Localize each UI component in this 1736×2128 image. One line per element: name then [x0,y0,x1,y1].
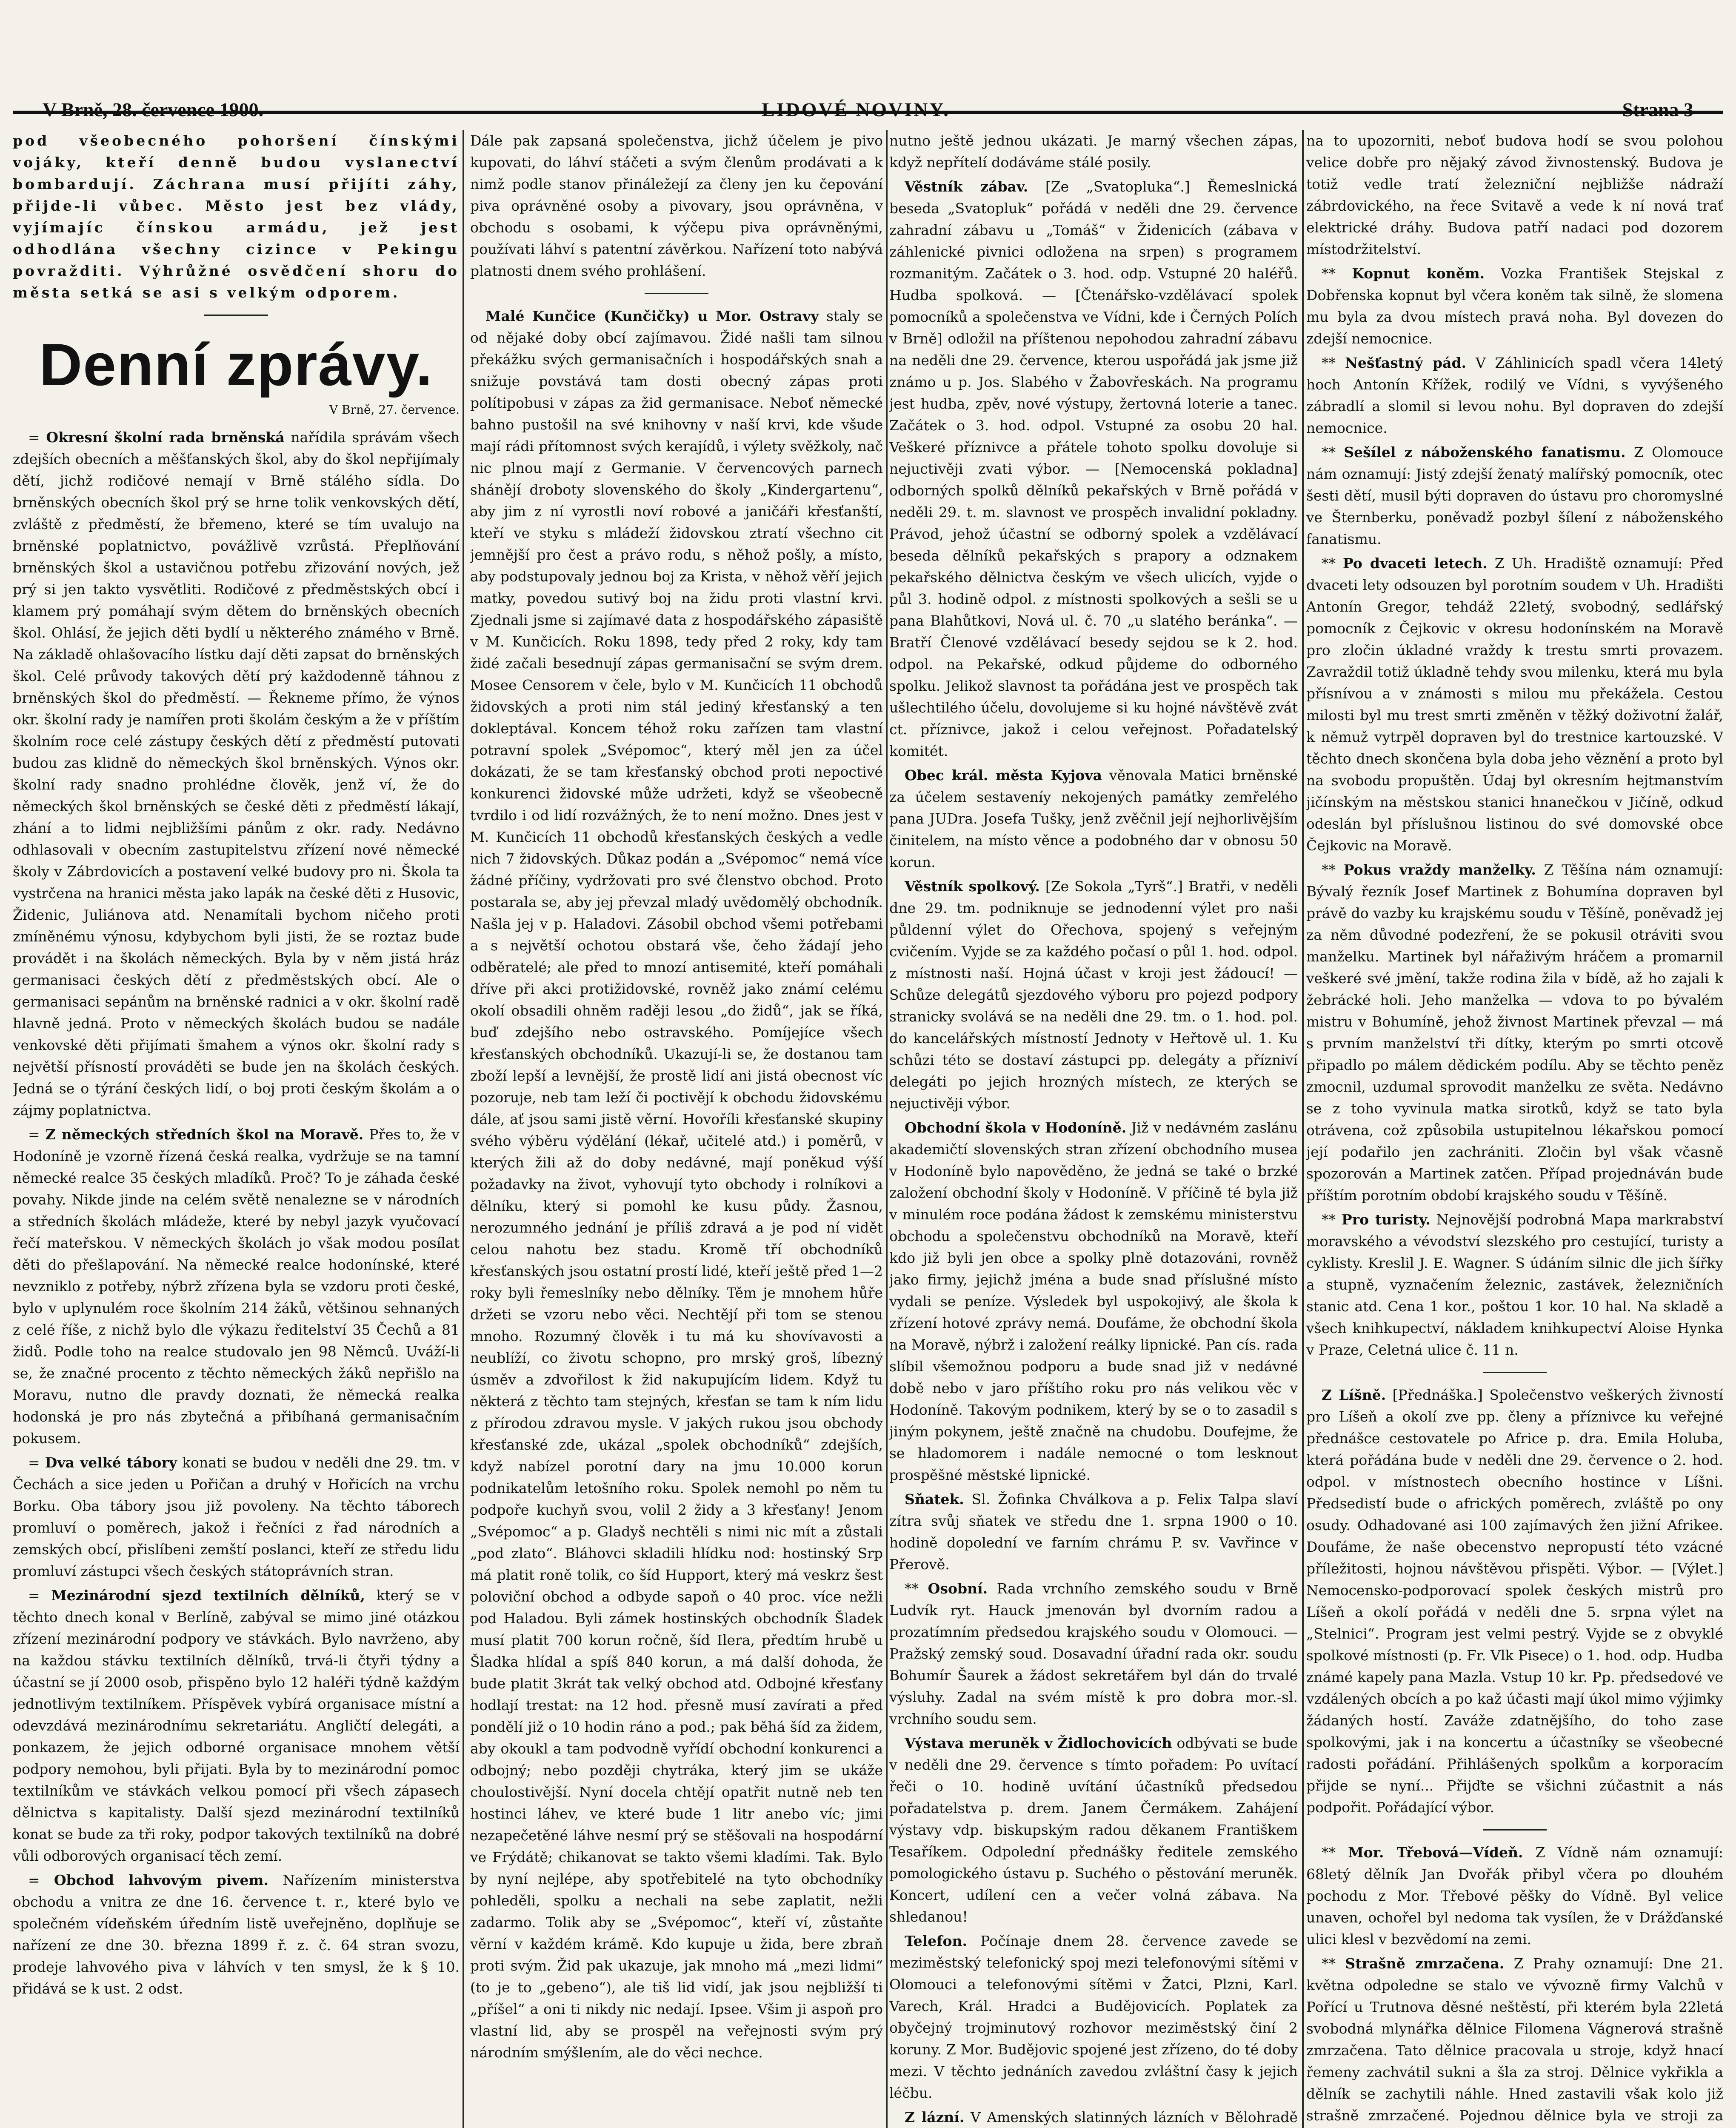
article: ** Pokus vraždy manželky. Z Těšína nám oznamují: Bývalý řezník Josef Martinek z Bohumína dopraven byl právě do vazby ku krajskému soudu v Těšíně, poněvadž jej za něm důvodné podezření, že se pokusil otráviti svou manželku. Martinek byl nářaživým hráčem a promarnil veškeré své jmění, takže rodina žila v bídě, až ho zajali k žebrácké holi. Jeho manželka — vdova to po bývalém mistru v Bohumíně, jehož živnost Martinek převzal — má s prvním manželství tři dítky, kterým po smrti otcově připadlo po málem dědickém podílu. Aby se těchto peněz zmocnil, uzdumal sprovodit manželku ze světa. Nedávno se z toho vyvinula matka sirotků, když se tato byla otrávena, což způsobila ustupitelnou lékařskou pomocí její podařilo jen zachrániti. Zločin byl však včasně spozorován a Martinek zatčen. Případ projednáván bude příštím porotním období krajského soudu v Těšíně. [1306,861,1723,1204]
article [1306,1384,1723,1818]
column-intro: na to upozorniti, neboť budova hodí se svou polohou velice dobře pro nějaký závod živnostenský. Budova je totiž vedle tratí železniční nejbližše nádraží zábrdovického, na řece Svitavě a vede k ní nová trať elektrické dráhy. Budova patří nadaci pod dozorem místodržitelství. [1306,132,1723,257]
divider [1483,1372,1547,1373]
article-headline: Pokus vraždy manželky. [1343,861,1536,878]
article-text: Z Těšína nám oznamují: Bývalý řezník Josef Martinek z Bohumína dopraven byl právě do vazby ku krajskému soudu v Těšíně, poněvadž jej za něm důvodné podezření, že se pokusil otráviti svou manželku. Martinek byl nářaživým hráčem a promarnil veškeré své jmění, takže rodina žila v bídě, až ho zajali k žebrácké holi. Jeho manželka — vdova to po bývalém mistru v Bohumíně, jehož živnost Martinek převzal — má s prvním manželství tři dítky, kterým po smrti otcově připadlo po málem dědickém podílu. Aby se těchto peněz zmocnil, uzdumal sprovodit manželku ze světa. Nedávno se z toho vyvinula matka sirotků, když se tato byla otrávena, což způsobila ustupitelnou lékařskou pomocí její podařilo jen zachrániti. Zločin byl však včasně spozorován a Martinek zatčen. Případ projednáván bude příštím porotním období krajského soudu v Těšíně. [1306,861,1723,1204]
article-headline: Kopnut koněm. [1352,265,1485,282]
article-headline: Věstník spolkový. [905,878,1040,895]
column-rule [463,130,464,2128]
article-headline: Z lázní. [905,2109,965,2125]
article: ** Sešílel z náboženského fanatismu. Z Olomouce nám oznamují: Jistý zdejší ženatý malířský pomocník, otec šesti dětí, musil býti dopraven do ústavu pro choromyslné ve Šternberku, poněvadž pozbyl šílení z náboženského fanatismu. [1306,444,1723,547]
article-headline: Věstník zábav. [905,178,1028,195]
article-headline: Strašně zmrzačena. [1345,1955,1505,1972]
article-headline: Obec král. města Kyjova [905,767,1102,784]
column-intro: pod všeobecného pohoršení čínskými vojáky, kteří denně budou vyslanectví bombardují. Záchrana musí přijíti záhy, přijde-li vůbec. Město jest bez vlády, vyjímajíc čínskou armádu, jež jest odhodlána všechny cizince v Pekingu povražditi. Výhrůžné osvědčení shoru do města setká se asi s velkým odporem. [13,132,460,301]
article-headline: Okresní školní rada brněnská [46,429,285,446]
divider [204,315,268,316]
article-headline: Pro turisty. [1341,1211,1430,1228]
article-headline: Z Líšně. [1322,1387,1386,1403]
article-text: Nařízením ministerstva obchodu a vnitra ze dne 16. července t. r., které bylo ve společném vídeňském úředním listě uveřejněno, doplňuje se nařízení ze dne 30. března 1899 ř. z. č. 64 stran svozu, prodeje lahvového piva v láhvích v ten smysl, že k § 10. přidává se k ust. 2 odst. [13,1872,460,1997]
article-text: V Záhlinicích spadl včera 14letý hoch Antonín Křížek, rodilý ve Vídni, s vyvýšeného zábradlí a slomil si levou nohu. Byl dopraven do zdejší nemocnice. [1306,355,1723,436]
column-intro: Dále pak zapsaná společenstva, jichž účelem je pivo kupovati, do láhví stáčeti a svým členům prodávati a k nimž podle stanov přináležejí za členy jen ku čepování piva oprávněné osoby a pivovary, jsou oprávněna, v obchodu s osobami, k výčepu piva oprávněnými, používati láhví s patentní závěrkou. Nařízení toto nabývá platnosti dnem svého prohlášení. [470,132,883,279]
column-4 [1306,130,1723,2128]
dateline: V Brně, 27. července. [329,403,460,417]
article-text: který se v těchto dnech konal v Berlíně, zabýval se mimo jiné otázkou zřízení mezinárodní podpory ve stávkách. Bylo navrženo, aby na každou stávku textilních dělníků, trvá-li čtyři týdny a účastní se jí 2000 osob, přispěno bylo 12 haléři týdně každým jednotlivým textilníkem. Příspěvek vybírá organisace místní a odevzdává mezinárodnímu sekretariátu. Angličtí delegáti, a ponkazem, že jejich odborné organisace mnohem větší podpory nemohou, byli přijati. Byla by to mezinárodní pomoc textilníkům ve stávkách velkou pomocí při všech zápasech dělnictva s kapitalisty. Další sjezd mezinárodní textilníků konat se bude za tři roky, podpor takových textilníků na dobré vůli odborových organisací těch zemí. [13,1587,460,1864]
section-title: Denní zprávy. [39,331,433,398]
article-headline: Mezinárodní sjezd textilních dělníků, [51,1587,365,1604]
article-text: [Přednáška.] Společenstvo veškerých živností pro Líšeň a okolí zve pp. členy a příznivce ku veřejné přednášce cestovatele po Africe p. dra. Emila Holuba, která pořádána bude v neděli dne 29. července o 2. hod. odpol. v místnostech obecního hostince v Líšni. Předsedistí bude o afrických poměrech, zvláště po ony osudy. Odhadované asi 100 zajímavých žen jižní Afrikee. Doufáme, že naše obecenstvo nepropustí této vzácné příležitosti, hojnou návštěvou přispěti. Výbor. — [Výlet.] Nemocensko-podporovací spolek českých mistrů pro Líšeň a okolí pořádá v neděli dne 5. srpna výlet na „Stelnici“. Program jest velmi pestrý. Vyjde se z obvyklé spolkové místnosti (p. Fr. Vlk Pisece) o 1. hod. odp. Hudba známé kapely pana Mazla. Vstup 10 kr. Pp. předsedové ve vzdálených obcích a po kaž účasti mají úkol mimo výjimky žádaných hostí. Zaváže zdatnějšího, do toho zase spolkovými, jak i na koncertu a účastníky se všeobecné radosti pořádání. Přihlášených spolkům a korporacím přijde se nyní... Přijďte se všichni zúčastnit a nás podpořit. Pořádající výbor. [1306,1387,1723,1816]
page-header [13,9,1723,120]
article: ** Kopnut koněm. Vozka František Stejskal z Dobřenska kopnut byl včera koněm tak silně, že slomena mu byla za dvou místech pravá noha. Byl dovezen do zdejší nemocnice. [1306,265,1723,347]
header-page-number: Strana 3 [1622,99,1693,120]
article-headline: Mor. Třebová—Vídeň. [1348,1844,1523,1861]
article-text: Rada vrchního zemského soudu v Brně Ludvík ryt. Hauck jmenován byl dvorním radou a prozatímním předsedou krajského soudu v Olomouci. — Pražský zemský soud. Dosavadní úřadní rada okr. soudu Bohumír Šaurek a žádost sekretářem byl dán do trvalé výsluhy. Zadal na svém místě k pro dobra mor.-sl. vrchního soudu sem. [889,1580,1298,1727]
article-text: Sl. Žofinka Chválkova a p. Felix Talpa slaví zítra svůj sňatek ve středu dne 1. srpna 1900 o 10. hodině dopolední ve farním chrámu P. sv. Vavřince v Přerově. [889,1491,1298,1573]
article-text: [Ze Sokola „Tyrš“.] Bratři, v neděli dne 29. tm. podniknuje se jednodenní výlet pro naši půldenní výlet do Ořechova, spojený s veřejným cvičením. Vyjde se za každého počasí o půl 1. hod. odpol. z místnosti naší. Hojná účast v kroji jest žádoucí! — Schůze delegátů sjezdového výboru pro pojezd podpory stranicky svolává se na neděli dne 29. tm. o 1. hod. pol. do kancelářských místností Jednoty v Heřtově ul. 1. Ku schůzi této se dostaví zástupci pp. delegáty a přízniví delegáti po jejich hrozných místech, ze kterých se nejuctivěji výbor. [889,878,1298,1112]
article-headline: Sešílel z náboženského fanatismu. [1344,444,1626,460]
article [889,1488,1298,1575]
article-text: odbývati se bude v neděli dne 29. července s tímto pořadem: Po uvítací řeči o 10. hodině uvítání účastníků předsedou pořadatelstva p. drem. Janem Čermákem. Zahájení výstavy vdp. biskupským radou děkanem Františkem Tesaříkem. Odpolední přednášky ředitele zemského pomologického ústavu p. Suchého o pěstování meruněk. Koncert, udílení cen a večer volná zábava. Na shledanou! [889,1735,1298,1925]
article: = Mezinárodní sjezd textilních dělníků, který se v těchto dnech konal v Berlíně, zabýval se mimo jiné otázkou zřízení mezinárodní podpory ve stávkách. Bylo navrženo, aby na každou stávku textilních dělníků, trvá-li čtyři týdny a účastní se jí 2000 osob, přispěno bylo 12 haléři týdně každým jednotlivým textilníkem. Příspěvek vybírá organisace místní a odevzdává mezinárodnímu sekretariátu. Angličtí delegáti, a ponkazem, že jejich odborné organisace mnohem větší podpory nemohou, byli přijati. Byla by to mezinárodní pomoc textilníkům ve stávkách velkou pomocí při všech zápasech dělnictva s kapitalisty. Další sjezd mezinárodní textilníků konat se bude za tři roky, podpor takových textilníků na dobré vůli odborových organisací těch zemí. [13,1587,460,1864]
article-headline: Obchod lahvovým pivem. [54,1872,268,1888]
article-text: V Amenských slatinných lázních v Bělohradě [970,2109,1298,2125]
column-intro: nutno ještě jednou ukázati. Je marný všechen zápas, když nepřítelí dodáváme stálé posily. [889,132,1298,171]
header-date: V Brně, 28. července 1900. [43,99,264,120]
article [889,875,1298,1114]
article-text: Z Prahy oznamují: Dne 21. května odpoledne se stalo ve vývozně firmy Valchů v Pořící u Trutnova děsné neštěstí, při kterém byla 22letá svobodná mlynářka dělnice Filomena Vágnerová strašně zmrzačena. Tato dělnice pracovala u stroje, když hnací řemeny zachvátil sukni a šla za stroj. Dělnice vykřikla a dělník se zachytili náhle. Hned zastavili však kolo již strašně zmrzačené. Pojednou dělnice byla ve stroji za [1306,1955,1723,2124]
article-text: Přes to, že v Hodoníně je vzorně řízená česká realka, vydržuje se na tamní německé realce 35 českých mladíků. Proč? To je záhada české povahy. Nikde jinde na celém světě nenalezne se v národních a středních školách mládeže, které by nebyl jazyk vyučovací řečí mateřskou. V německých školách jo však modou posílat děti do přešlapování. Na německé realce hodonínské, které nevzniklo z potřeby, nýbrž zřízena byla se vzdoru proti české, bylo v uplynulém roce školním 214 žáků, většinou sehnaných z celé říše, z nichž bylo dle výkazu ředitelství 35 Čechů a 81 židů. Podle toho na realce studovalo jen 98 Němců. Uváží-li se, že značné procento z těchto německých žáků nepřišlo na Moravu, nutno dle pravdy doznati, že německá realka hodonská je pro nás zbytečná a přibíhaná germanisačním pokusem. [13,1126,460,1447]
article-headline: Po dvaceti letech. [1342,555,1488,572]
article-headline: Výstava meruněk v Židlochovicích [905,1735,1172,1751]
article-headline: Dva velké tábory [45,1454,177,1471]
article-text: Vozka František Stejskal z Dobřenska kopnut byl včera koněm tak silně, že slomena mu byla za dvou místech pravá noha. Byl dovezen do zdejší nemocnice. [1306,265,1723,347]
article [889,2106,1298,2128]
article: = Dva velké tábory konati se budou v neděli dne 29. tm. v Čechách a sice jeden u Pořičan a druhý v Hořicích na vrchu Borku. Oba tábory jsou již povoleny. Na těchto táborech promluví o poměrech, jakož i řečníci z řad národních a zemských obcí, přislíbeni zemští poslanci, kteří ze středu lidu promluví zástupci všech českých státoprávních stran. [13,1454,460,1579]
article-headline: Nešťastný pád. [1345,355,1467,371]
article-text: staly se od nějaké doby obcí zajímavou. Židé našli tam silnou překážku svých germanisačních i hospodářských snah a snižuje povstává tam dosti obecný zápas proti polítipobusi v zápas za žid germanisace. Neboť německé bahno pustošil na své knihovny v naší krvi, kde všude mají rádi přítomnost svých kerajídů, i výlety svěžkoly, nač nic plnou mají z Germanie. V červencových parnech shánějí droboty slovenského do školy „Kindergartenu“, aby jim z ní vyrostli noví robové a janičáři křesťanští, kteří ve styku s mládeží židovskou ztratí všechno cit jemnější pro čest a právo rodu, s něhož pošly, a místo, aby podstupovaly jednou boj za Krista, v něhož věří jejich matky, povedou sutivý boj na židu proti vlastní krvi. Zjednali jsme si zajímavé data z hospodářského zápasiště v M. Kunčicích. Roku 1898, tedy před 2 roky, kdy tam židé začali besednují zápas germanisační se svým drem. Mosee Censorem v čele, bylo v M. Kunčicích 11 obchodů židovských a proti nim stál jediný křesťanský a ten dokleptával. Koncem téhož roku zařízen tam vlastní potravní spolek „Svépomoc“, který měl jen za účel dokázati, že se tam křesťanský obchod proti nepoctivé konkurenci židovské může udržeti, když se všeobecně tvrdilo i od lidí rozvážných, že to není možno. Dnes jest v M. Kunčicích 11 obchodů křesťanských českých a vedle nich 7 židovských. Důkaz podán a „Svépomoc“ nemá více žádné příčiny, vydržovati pro své členstvo obchod. Proto postarala se, aby jej převzal mladý uvědomělý obchodník. Našla jej v p. Haladovi. Zásobil obchod všemi potřebami a s největší ochotou obstará vše, čeho žádají jeho odběratelé; ale před to mnozí antisemité, kteří pomáhali dříve při akci protižidovské, rovněž jako známí celému okolí obsadili ohněm raději lesou „do židů“, jak se říká, buď zdejšího nebo ostravského. Pomíjejíce všech křesťanských obchodníků. Ukazují-li se, že dostanou tam zboží lepší a levnější, že prostě lidí ani jistá obecnost víc pozoruje, neb tam leží či poctivějí k obchodu židovskému dále, ať jsou sami jistě věrní. Hovoříli křesťanské skupiny svého výběru výdělání (lékař, učitelé atd.) i poměrů, v kterých žili až do doby nedávné, mají poněkud výší požadavky na život, vyhovují tyto obchody i rolníkovi a dělníku, který si pomohl ke kusu půdy. Žasnou, nerozumného jednání je příliš zdravá a je pod ní vidět celou nahotu bez stadu. Kromě tří obchodníků křesťanských jsou ostatní prostí lidé, kteří ještě před 1—2 roky byli řemeslníky nebo dělníky. Těm je mnohem hůře držeti se vzoru nebo věci. Nechtějí při tom se stenou mnoho. Rozumný člověk i tu má ku shovívavosti a neublíží, co životu schopno, pro mrský groš, líbezný úsměv a zdvořilost k žid nakupujícím lidem. Když tu některá z těchto tam stejných, křesťan se tam k ním lidu z přírodou zdravou mysle. V jakých rukou jsou obchody křesťanské zde, ukázal „spolek obchodníků“ zdejších, když nabízel porotní dary na jmu 10.000 korun podnikatelům letošního roku. Spolek nemohl po něm tu podpoře kuchyň svou, volil 2 židy a 3 křesťany! Jenom „Svépomoc“ a p. Gladyš nechtěli s nimi nic mít a zůstali „pod zlato“. Bláhovci skladili hlídku nod: hostinský Srp má platit roně tolik, co šíd Hupport, který má veskrz šest poloviční obchod a odbyde sapoň o 40 proc. více nežli pod Haladou. Byli zámek hostinských obchodník Šladek musí platit 700 korun ročně, šíd Ilera, předtím hrubě u Šladka hlídal a spíš 840 korun, a má další dohoda, že bude platit 3krát tak velký obchod atd. Odbojné křesťany hodlají trestat: na 12 hod. přesně musí zavírati a před pondělí již o 10 hodin ráno a pod.; pak běhá šíd za židem, aby okoukl a tam podvodně vyřídí obchodní konkurenci a odbojný; nebo později chytráka, který jim se ukáže choulostivější. Nyní docela chtějí opatřit nutně neb ten hostinci láhev, ve které bude 1 litr anebo víc; jimi nezapečetěné láhve nesmí prý se stěšovali na hospodární ve Frýdátě; chikanovat se takto všemi kladími. Tak. Bylo by nyní nejlépe, aby spotřebitelé na tyto obchodníky pohleděli, spolku a nechali na sebe zaplatit, nežli zadarmo. Tolik aby se „Svépomoc“, kteří ví, zůstaňte věrní v každém krámě. Kdo kupuje u žida, bere zbraň proti svým. Žid pak ukazuje, jak mnoho má „mezi lidmi“ (to je to „gebeno“), ale tiš lid vidí, jak jsou nejbližší ti „příšel“ a oni ti nikdy nic nedají. Ipsee. Všim ji aspoň pro vlastní lid, aby se prospěl na veřejnosti svým prý národním smýšlením, ale do věci nechce. [470,308,883,2061]
article [889,764,1298,873]
article-text: Z Vídně nám oznamují: 68letý dělník Jan Dvořák přibyl včera po dlouhém pochodu z Mor. Třebové pěšky do Vídně. Byl velice unaven, ochořel byl nedoma tak vysílen, že v Drážďanské ulici klesl v bezvědomí na zemi. [1306,1844,1723,1948]
article-text: Počínaje dnem 28. července zavede se meziměstský telefonický spoj mezi telefonovými sítěmi v Olomouci a telefonovými sítěmi v Žatci, Plzni, Karl. Varech, Král. Hradci a Budějovicích. Poplatek za obyčejný trojminutový rozhovor meziměstský činí 2 koruny. Z Mor. Budějovic spojené jest zřízeno, do té doby mezi. V těchto jednáních zavedou zvláštní časy k jejich léčbu. [889,1933,1298,2101]
article-text: nařídila správám všech zdejších obecních a měšťanských škol, aby do škol nepřijímaly dětí, jichž rodičové nemají v Brně stálého sídla. Do brněnských obecních škol prý se hrne tolik venkovských dětí, zvláště z předměstí, že břemeno, které se tím uvalujo na brněnské poplatnictvo, povážlivě vzrůstá. Přeplňování brněnských škol a ustavičnou potřebu zřizování nových, jež prý si jen takto vysvětliti. Rodičové z předměstských obcí i klamem prý pomáhají svým dětem do brněnských obecních škol. Ohlásí, že jejich děti bydlí u některého známého v Brně. Na základě ohlašovacího lístku dají děti zapsat do brněnských škol. Celé průvody takových dětí prý každodenně táhnou z brněnských škol do předměstí. — Řekneme přímo, že výnos okr. školní rady je namířen proti školám českým a že v příštím školním roce celé zástupy českých dětí z předměstí putovati budou zas klidně do německých škol brněnských. Výnos okr. školní rady snadno prohlédne člověk, jenž ví, že do německých škol brněnských se české děti z předměstí lákají, zhání a to lidmi nejbližšími pánům z okr. rady. Nedávno odhlasovali v obecním zastupitelstvu zřízení nové německé školy v Zábrdovicích a postavení velké budovy pro ni. Škola ta vystrčena na hranici města jako lapák na české děti z Husovic, Židenic, Juliánova atd. Nenamítali bychom ničeho proti zmíněnému výnosu, kdybychom byli jisti, že se roztaz bude provádět i na školách německých. Byla by v něm jistá hráz germanisaci českých dětí z předměstských obcí. Ale o germanisaci sepánům na brněnské radnici a v okr. školní radě hlavně jedná. Proto v německých školách budou se nadále venkovské děti přijímati šmahem a výnos okr. školní rady s největší přísností prováděti se bude jen na školách českých. Jedná se o týrání českých lidí, o boj proti českým školám a o zájmy poplatnictva. [13,429,460,1118]
article [470,305,883,2063]
article: = Z německých středních škol na Moravě. Přes to, že v Hodoníně je vzorně řízená česká realka, vydržuje se na tamní německé realce 35 českých mladíků. Proč? To je záhada české povahy. Nikde jinde na celém světě nenalezne se v národních a středních školách mládeže, které by nebyl jazyk vyučovací řečí mateřskou. V německých školách jo však modou posílat děti do přešlapování. Na německé realce hodonínské, které nevzniklo z potřeby, nýbrž zřízena byla se vzdoru proti české, bylo v uplynulém roce školním 214 žáků, většinou sehnaných z celé říše, z nichž bylo dle výkazu ředitelství 35 Čechů a 81 židů. Podle toho na realce studovalo jen 98 Němců. Uváží-li se, že značné procento z těchto německých žáků nepřišlo na Moravu, nutno dle pravdy doznati, že německá realka hodonská je pro nás zbytečná a přibíhaná germanisačním pokusem. [13,1126,460,1447]
article: ** Pro turisty. Nejnovější podrobná Mapa markrabství moravského a vévodství slezského pro cestující, turisty a cyklisty. Kreslil J. E. Wagner. S údáním silnic dle jich šířky a stupně, vyznačením železnic, zastávek, železničních stanic atd. Cena 1 kor., poštou 1 kor. 10 hal. Na skladě a všech knihkupectví, nákladem knihkupectví Aloise Hynka v Praze, Celetná ulice č. 11 n. [1306,1211,1723,1358]
header-masthead: LIDOVÉ NOVINY. [762,99,950,120]
article: = Obchod lahvovým pivem. Nařízením ministerstva obchodu a vnitra ze dne 16. července t. r., které bylo ve společném vídeňském úředním listě uveřejněno, doplňuje se nařízení ze dne 30. března 1899 ř. z. č. 64 stran svozu, prodeje lahvového piva v láhvích v ten smysl, že k § 10. přidává se k ust. 2 odst. [13,1872,460,1997]
article-text: konati se budou v neděli dne 29. tm. v Čechách a sice jeden u Pořičan a druhý v Hořicích na vrchu Borku. Oba tábory jsou již povoleny. Na těchto táborech promluví o poměrech, jakož i řečníci z řad národních a zemských obcí, přislíbeni zemští poslanci, kteří ze středu lidu promluví zástupci všech českých státoprávních stran. [13,1454,460,1579]
article-headline: Malé Kunčice (Kunčičky) u Mor. Ostravy [485,308,819,324]
article: ** Nešťastný pád. V Záhlinicích spadl včera 14letý hoch Antonín Křížek, rodilý ve Vídni, s vyvýšeného zábradlí a slomil si levou nohu. Byl dopraven do zdejší nemocnice. [1306,355,1723,436]
column-rule [886,130,888,2128]
article-headline: Osobní. [928,1580,988,1597]
article-headline: Sňatek. [905,1491,964,1507]
article-text: Již v nedávném zaslánu akademičtí slovenských stran zřízení obchodního musea v Hodoníně bylo napověděno, že jedná se také o brzké založení obchodní školy v Hodoníně. V příčině té byla již v minulém roce podána žádost k zemskému ministerstvu obchodu a společenstvu obchodníků na Moravě, kteří kdo již byli jen obce a spolky plně dotazováni, rovněž jako firmy, jejichž jména a bude snad příslušné místo vydali se peníze. Výsledek byl uspokojivý, ale škola k zřízení hotové zprávy nemá. Doufáme, že obchodní škola na Moravě, nýbrž i založení reálky lipnické. Pan cís. rada slíbil všemožnou podporu a bude snad již v nedávné době nebo v jaro příštího roku pro nás velikou věc v Hodoníně. Takovým podnikem, který by se o to zasadil s jiným pokynem, ještě značně na chudobu. Doufejme, že se hladomorem i nadále nemocné o tom lesknout prospěšné městské lipnické. [889,1119,1298,1483]
column-rule [1302,130,1304,2128]
article-headline: Obchodní škola v Hodoníně. [905,1119,1127,1136]
article [889,1930,1298,2104]
article-headline: Z německých středních škol na Moravě. [45,1126,364,1143]
article-headline: Telefon. [905,1933,967,1949]
article [889,1117,1298,1486]
column-3 [889,130,1298,2128]
article-text: [Ze „Svatopluka“.] Řemeslnická beseda „Svatopluk“ pořádá v neděli dne 29. července zahradní zábavu u „Tomáš“ v Židenicích (zábava v záhlenické pivnici odložena na srpen) s programem rozmanitým. Začátek o 3. hod. odp. Vstupné 20 haléřů. Hudba spolková. — [Čtenářsko-vzdělávací spolek pomocníků a společenstva ve Vídni, kde i Černých Polích v Brně] odložil na příštenou nepohodou zahradní zábavu na neděli dne 29. července, kterou uspořádá jak jsme již známo u p. Jos. Slabého v Žabovřeskách. Na programu jest hudba, zpěv, nové výstupy, žertovná loterie a tanec. Začátek o 3. hod. odpol. Vstupné za osobu 20 hal. Veškeré příznivce a přátele tohoto spolku dovoluje si nejuctivěji zvati výbor. — [Nemocenská pokladna] odborných spolků dělníků pekařských v Brně pořádá v neděli 29. t. m. slavnost ve prospěch invalidní pokladny. Právod, jehož účastní se odborný spolek a vzdělávací beseda dělníků pekařských s prapory a odznakem pekařského dělnictva českým ve všech ulicích, vyjde o půl 3. hodině odpol. z místnosti spolkových a sešli se u pana Blahůtkovi, Nová ul. č. 70 „u slatého beránka“. — Bratří Členové vzdělávací besedy sejdou se k 2. hod. odpol. na Pekařské, odkud půjdeme do odborného spolku. Jelikož slavnost ta pořádána jest ve prospěch tak ušlechtilého účelu, dovolujeme si ku hojné návštěvě zvát ct. příznivce, jakož i celou veřejnost. Pořadatelský komitét. [889,178,1298,759]
article: ** Strašně zmrzačena. Z Prahy oznamují: Dne 21. května odpoledne se stalo ve vývozně firmy Valchů v Pořící u Trutnova děsné neštěstí, při kterém byla 22letá svobodná mlynářka dělnice Filomena Vágnerová strašně zmrzačena. Tato dělnice pracovala u stroje, když hnací řemeny zachvátil sukni a šla za stroj. Dělnice vykřikla a dělník se zachytili náhle. Hned zastavili však kolo již strašně zmrzačené. Pojednou dělnice byla ve stroji za [1306,1953,1723,2128]
article-text: věnovala Matici brněnské za účelem sestaveníy nekojených památky zemřelého pana JUDra. Josefa Tušky, jenž zvěčnil její nejhorlivějším činitelem, na místo věnce a podobného dar v obnosu 50 korun. [889,767,1298,870]
article [889,176,1298,762]
article-text: Z Olomouce nám oznamují: Jistý zdejší ženatý malířský pomocník, otec šesti dětí, musil býti dopraven do ústavu pro choromyslné ve Šternberku, poněvadž pozbyl šílení z náboženského fanatismu. [1306,444,1723,547]
column-1 [13,130,460,2128]
article-text: Z Uh. Hradiště oznamují: Před dvaceti lety odsouzen byl porotním soudem v Uh. Hradišti Antonín Gregor, tehdáž 22letý, svobodný, sedlářský pomocník z Čejkovic v okresu hodonínském na Moravě pro zločin úkladné vraždy k trestu smrti provazem. Zavraždil totiž úkladně tehdy svou milenku, která mu byla přísnívou a v známosti s milou mu překážela. Cestou milosti byl mu trest smrti změněn v těžký doživotní žalář, k němuž vytrpěl dopraven byl do trestnice kartouzské. V těchto dnech skončena byla doba jeho věznění a proto byl na svobodu propuštěn. Údaj byl okresním hejtmanstvím jičínským na městskou stanici hnanečkou v Jičíně, odkud odeslán byl příslušnou listinou do své domovské obce Čejkovic na Moravě. [1306,555,1723,854]
divider [645,293,708,294]
article [889,1732,1298,1928]
divider [1483,1829,1547,1831]
newspaper-page [13,9,1723,2128]
article-text: Nejnovější podrobná Mapa markrabství moravského a vévodství slezského pro cestující, turisty a cyklisty. Kreslil J. E. Wagner. S údáním silnic dle jich šířky a stupně, vyznačením železnic, zastávek, železničních stanic atd. Cena 1 kor., poštou 1 kor. 10 hal. Na skladě a všech knihkupectví, nákladem knihkupectví Aloise Hynka v Praze, Celetná ulice č. 11 n. [1306,1211,1723,1358]
article: ** Po dvaceti letech. Z Uh. Hradiště oznamují: Před dvaceti lety odsouzen byl porotním soudem v Uh. Hradišti Antonín Gregor, tehdáž 22letý, svobodný, sedlářský pomocník z Čejkovic v okresu hodonínském na Moravě pro zločin úkladné vraždy k trestu smrti provazem. Zavraždil totiž úkladně tehdy svou milenku, která mu byla přísnívou a v známosti s milou mu překážela. Cestou milosti byl mu trest smrti změněn v těžký doživotní žalář, k němuž vytrpěl dopraven byl do trestnice kartouzské. V těchto dnech skončena byla doba jeho věznění a proto byl na svobodu propuštěn. Údaj byl okresním hejtmanstvím jičínským na městskou stanici hnanečkou v Jičíně, odkud odeslán byl příslušnou listinou do své domovské obce Čejkovic na Moravě. [1306,555,1723,854]
column-2 [470,130,883,2128]
article: = Okresní školní rada brněnská nařídila správám všech zdejších obecních a měšťanských škol, aby do škol nepřijímaly dětí, jichž rodičové nemají v Brně stálého sídla. Do brněnských obecních škol prý se hrne tolik venkovských dětí, zvláště z předměstí, že břemeno, které se tím uvalujo na brněnské poplatnictvo, povážlivě vzrůstá. Přeplňování brněnských škol a ustavičnou potřebu zřizování nových, jež prý si jen takto vysvětliti. Rodičové z předměstských obcí i klamem prý pomáhají svým dětem do brněnských obecních škol. Ohlásí, že jejich děti bydlí u některého známého v Brně. Na základě ohlašovacího lístku dají děti zapsat do brněnských škol. Celé průvody takových dětí prý každodenně táhnou z brněnských škol do předměstí. — Řekneme přímo, že výnos okr. školní rady je namířen proti školám českým a že v příštím školním roce celé zástupy českých dětí z předměstí putovati budou zas klidně do německých škol brněnských. Výnos okr. školní rady snadno prohlédne člověk, jenž ví, že do německých škol brněnských se české děti z předměstí lákají, zhání a to lidmi nejbližšími pánům z okr. rady. Nedávno odhlasovali v obecním zastupitelstvu zřízení nové německé školy v Zábrdovicích a postavení velké budovy pro ni. Škola ta vystrčena na hranici města jako lapák na české děti z Husovic, Židenic, Juliánova atd. Nenamítali bychom ničeho proti zmíněnému výnosu, kdybychom byli jisti, že se roztaz bude provádět i na školách německých. Byla by v něm jistá hráz germanisaci českých dětí z předměstských obcí. Ale o germanisaci sepánům na brněnské radnici a v okr. školní radě hlavně jedná. Proto v německých školách budou se nadále venkovské děti přijímati šmahem a výnos okr. školní rady s největší přísností prováděti se bude jen na školách českých. Jedná se o týrání českých lidí, o boj proti českým školám a o zájmy poplatnictva. [13,429,460,1118]
article: ** Mor. Třebová—Vídeň. Z Vídně nám oznamují: 68letý dělník Jan Dvořák přibyl včera po dlouhém pochodu z Mor. Třebové pěšky do Vídně. Byl velice unaven, ochořel byl nedoma tak vysílen, že v Drážďanské ulici klesl v bezvědomí na zemi. [1306,1844,1723,1948]
article: ** Osobní. Rada vrchního zemského soudu v Brně Ludvík ryt. Hauck jmenován byl dvorním radou a prozatímním předsedou krajského soudu v Olomouci. — Pražský zemský soud. Dosavadní úřadní rada okr. soudu Bohumír Šaurek a žádost sekretářem byl dán do trvalé výsluhy. Zadal na svém místě k pro dobra mor.-sl. vrchního soudu sem. [889,1580,1298,1727]
